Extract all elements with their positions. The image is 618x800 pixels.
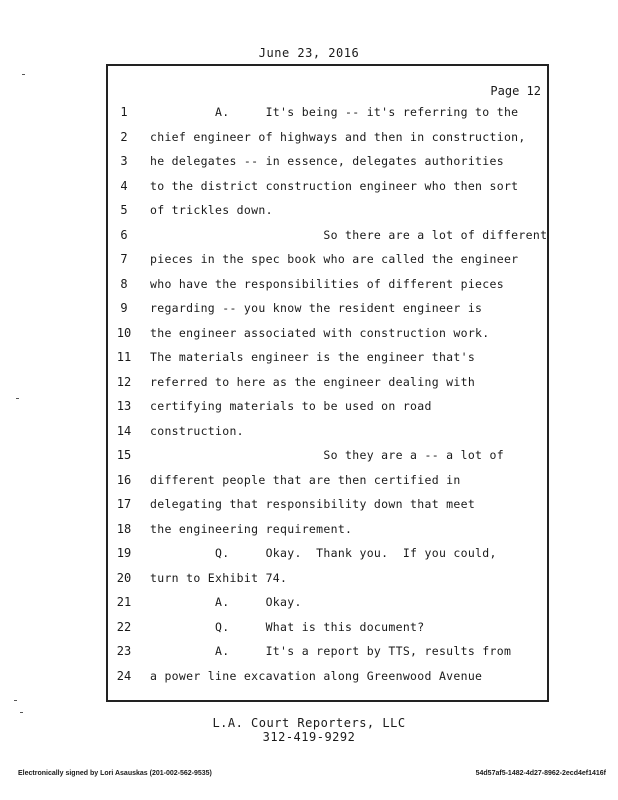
transcript-line-text: A. Okay.	[150, 595, 302, 609]
line-number: 16	[116, 473, 132, 487]
line-number: 22	[116, 620, 132, 634]
line-number: 9	[120, 301, 128, 315]
line-number: 4	[120, 179, 128, 193]
line-number: 8	[120, 277, 128, 291]
transcript-line-text: turn to Exhibit 74.	[150, 571, 288, 585]
line-number: 20	[116, 571, 132, 585]
transcript-line-text: the engineering requirement.	[150, 522, 353, 536]
transcript-line-text: of trickles down.	[150, 203, 273, 217]
transcript-line-text: referred to here as the engineer dealing with	[150, 375, 476, 389]
transcript-line-text: pieces in the spec book who are called the engineer	[150, 252, 519, 266]
transcript-line-text: different people that are then certified in	[150, 473, 461, 487]
transcript-line-text: The materials engineer is the engineer that's	[150, 350, 476, 364]
line-number: 7	[120, 252, 128, 266]
transcript-line-text: he delegates -- in essence, delegates authorities	[150, 154, 504, 168]
transcript-line-text: chief engineer of highways and then in construction,	[150, 130, 526, 144]
transcript-line-text: construction.	[150, 424, 244, 438]
transcript-line-text: certifying materials to be used on road	[150, 399, 432, 413]
page-number: Page 12	[490, 84, 541, 98]
transcript-line-text: A. It's being -- it's referring to the	[150, 105, 519, 119]
scan-speck	[20, 712, 23, 713]
transcript-line-text: Q. What is this document?	[150, 620, 425, 634]
line-number: 14	[116, 424, 132, 438]
transcript-line-text: So they are a -- a lot of	[150, 448, 504, 462]
transcript-line-text: to the district construction engineer who then sort	[150, 179, 519, 193]
transcript-line-text: the engineer associated with construction work.	[150, 326, 490, 340]
line-number: 1	[120, 105, 128, 119]
scan-speck	[14, 700, 17, 701]
transcript-line-text: So there are a lot of different	[150, 228, 548, 242]
document-id: 54d57af5-1482-4d27-8962-2ecd4ef1416f	[475, 770, 606, 777]
transcript-line-text: Q. Okay. Thank you. If you could,	[150, 546, 497, 560]
line-number: 2	[120, 130, 128, 144]
line-number: 12	[116, 375, 132, 389]
transcript-line-text: who have the responsibilities of different pieces	[150, 277, 504, 291]
line-number: 13	[116, 399, 132, 413]
line-number: 15	[116, 448, 132, 462]
line-number: 11	[116, 350, 132, 364]
line-number: 24	[116, 669, 132, 683]
transcript-line-text: a power line excavation along Greenwood Avenue	[150, 669, 483, 683]
line-number: 3	[120, 154, 128, 168]
transcript-line-text: regarding -- you know the resident engineer is	[150, 301, 483, 315]
court-reporter-name: L.A. Court Reporters, LLC	[212, 716, 406, 730]
line-number: 23	[116, 644, 132, 658]
court-reporter-phone: 312-419-9292	[262, 730, 356, 744]
line-number: 19	[116, 546, 132, 560]
line-number: 18	[116, 522, 132, 536]
transcript-line-text: delegating that responsibility down that meet	[150, 497, 476, 511]
line-number: 10	[116, 326, 132, 340]
scan-speck	[16, 398, 19, 399]
line-number: 17	[116, 497, 132, 511]
electronic-signature: Electronically signed by Lori Asauskas (201-002-562-9535)	[18, 770, 212, 777]
scan-speck	[22, 74, 25, 75]
line-number: 6	[120, 228, 128, 242]
transcript-line-text: A. It's a report by TTS, results from	[150, 644, 512, 658]
line-number: 21	[116, 595, 132, 609]
line-number: 5	[120, 203, 128, 217]
transcript-date: June 23, 2016	[258, 46, 360, 60]
